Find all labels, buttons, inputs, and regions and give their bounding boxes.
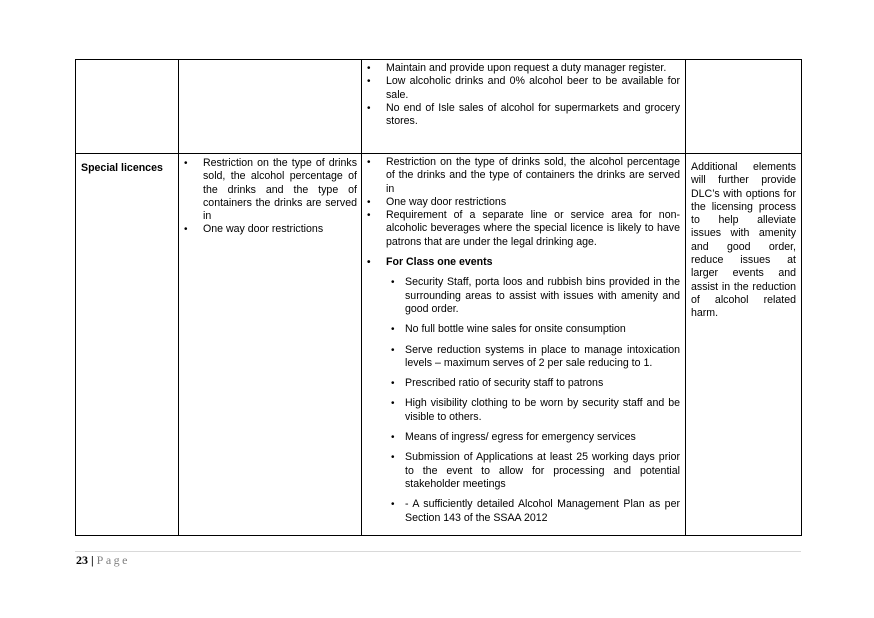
class-one-heading-text: For Class one events: [386, 256, 493, 269]
table-cell-proposed-conditions: [362, 154, 686, 536]
list-item: • Restriction on the type of drinks sold, the alcohol percentage of the drinks and the type of containers the drinks are served in: [179, 157, 357, 223]
proposed-condition-list: [362, 154, 685, 525]
list-item: • Low alcoholic drinks and 0% alcohol beer to be available for sale.: [362, 75, 680, 102]
licence-type-label: Special licences: [81, 162, 163, 174]
page-number: 23: [76, 553, 88, 567]
table-cell-conditions: [362, 60, 686, 154]
table-cell-empty: [686, 60, 802, 154]
page-word: Page: [96, 553, 130, 567]
table-cell-empty: [76, 60, 179, 154]
table-row: [76, 154, 802, 536]
class-one-list: [386, 276, 680, 524]
list-item: • Requirement of a separate line or service area for non-alcoholic beverages where the special licence is likely to have patrons that are under the legal drinking age.: [362, 209, 680, 249]
list-item: • No full bottle wine sales for onsite consumption: [386, 323, 680, 336]
class-one-heading: [362, 256, 680, 525]
list-item: • No end of Isle sales of alcohol for supermarkets and grocery stores.: [362, 102, 680, 129]
current-condition-list: [179, 154, 361, 237]
list-item: • High visibility clothing to be worn by security staff and be visible to others.: [386, 397, 680, 424]
list-item: • Security Staff, porta loos and rubbish bins provided in the surrounding areas to assist with issues with amenity and good order.: [386, 276, 680, 316]
table-cell-current-conditions: [179, 154, 362, 536]
licensing-table: [75, 59, 802, 536]
rationale-text: Additional elements will further provide DLC’s with options for the licensing process to help alleviate issues with amenity and good order, reduce issues at larger events and assist in the reduction of alcohol related harm.: [691, 161, 796, 320]
list-item: • Means of ingress/ egress for emergency services: [386, 431, 680, 444]
list-item: • One way door restrictions: [362, 196, 680, 209]
page-footer: [76, 553, 130, 568]
list-item: • Maintain and provide upon request a duty manager register.: [362, 62, 680, 75]
list-item: • Submission of Applications at least 25 working days prior to the event to allow for processing and potential stakeholder meetings: [386, 451, 680, 491]
table-cell-licence-type: [76, 154, 179, 536]
list-item: • Prescribed ratio of security staff to patrons: [386, 377, 680, 390]
list-item: • Serve reduction systems in place to manage intoxication levels – maximum serves of 2 per sale reducing to 1.: [386, 344, 680, 371]
footer-divider: [75, 551, 801, 552]
list-item: • - A sufficiently detailed Alcohol Management Plan as per Section 143 of the SSAA 2012: [386, 498, 680, 525]
table-row: [76, 60, 802, 154]
list-item: • Restriction on the type of drinks sold, the alcohol percentage of the drinks and the type of containers the drinks are served in: [362, 156, 680, 196]
table-cell-empty: [179, 60, 362, 154]
table-cell-rationale: [686, 154, 802, 536]
footer-separator: |: [88, 553, 97, 567]
condition-list: [362, 60, 685, 128]
list-item: • One way door restrictions: [179, 223, 357, 236]
